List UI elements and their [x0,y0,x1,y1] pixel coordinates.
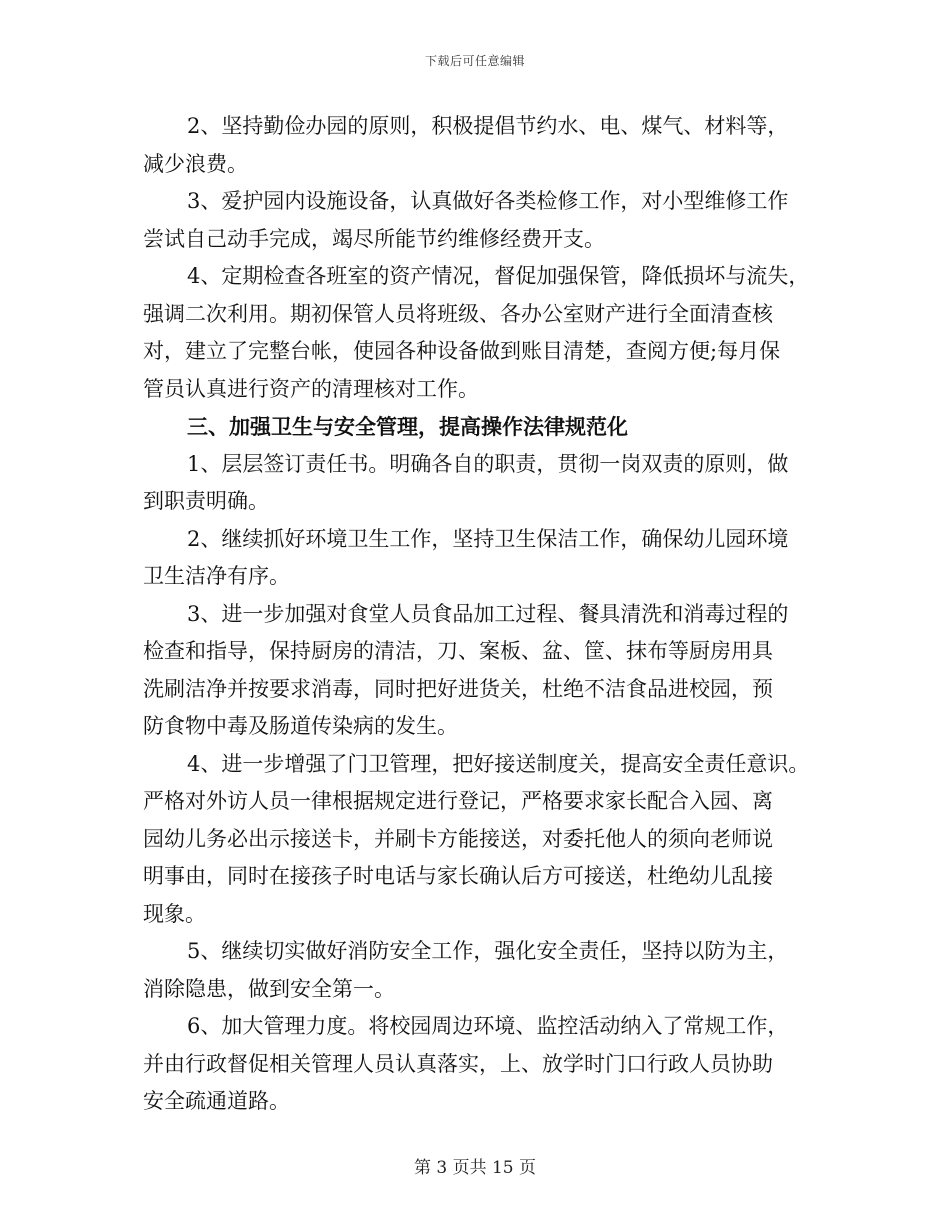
paragraph-line: 检查和指导，保持厨房的清洁，刀、案板、盆、筐、抹布等厨房用具 [143,639,773,663]
paragraph-line: 明事由，同时在接孩子时电话与家长确认后方可接送，杜绝幼儿乱接 [143,864,773,888]
paragraph-line: 1、层层签订责任书。明确各自的职责，贯彻一岗双责的原则，做 [187,451,789,476]
paragraph-line: 消除隐患，做到安全第一。 [143,976,395,1001]
paragraph-line: 2、继续抓好环境卫生工作，坚持卫生保洁工作，确保幼儿园环境 [187,526,789,551]
paragraph-line: 3、爱护园内设施设备，认真做好各类检修工作，对小型维修工作 [187,189,789,213]
paragraph-3-canteen [143,596,833,746]
paragraph-line: 6、加大管理力度。将校园周边环境、监控活动纳入了常规工作， [187,1014,789,1038]
paragraph-line: 减少浪费。 [143,151,248,176]
paragraph-line: 强调二次利用。期初保管人员将班级、各办公室财产进行全面清查核 [143,301,773,326]
paragraph-4-gate-security [143,746,833,934]
section-heading-text: 三、加强卫生与安全管理，提高操作法律规范化 [187,414,628,439]
paragraph-line: 到职责明确。 [143,489,269,513]
paragraph-2-hygiene [143,521,833,596]
paragraph-6-management [143,1008,833,1121]
paragraph-3-maintenance [143,183,833,258]
header-note: 下载后可任意编辑 [424,54,525,68]
paragraph-line: 严格对外访人员一律根据规定进行登记，严格要求家长配合入园、离 [143,789,773,813]
document-body [143,108,833,1121]
paragraph-line: 并由行政督促相关管理人员认真落实，上、放学时门口行政人员协助 [143,1051,773,1076]
paragraph-line: 卫生洁净有序。 [143,564,290,588]
paragraph-line: 管员认真进行资产的清理核对工作。 [143,376,479,401]
paragraph-line: 尝试自己动手完成，竭尽所能节约维修经费开支。 [143,226,605,251]
paragraph-line: 安全疏通道路。 [143,1089,290,1113]
paragraph-line: 3、进一步加强对食堂人员食品加工过程、餐具清洗和消毒过程的 [187,601,789,626]
paragraph-line: 4、定期检查各班室的资产情况，督促加强保管，降低损坏与流失， [187,264,810,288]
page-number-footer: 第 3 页共 15 页 [413,1158,537,1178]
paragraph-5-fire-safety [143,933,833,1008]
paragraph-line: 洗刷洁净并按要求消毒，同时把好进货关，杜绝不洁食品进校园，预 [143,676,773,701]
paragraph-line: 4、进一步增强了门卫管理，把好接送制度关，提高安全责任意识。 [187,751,810,776]
paragraph-line: 园幼儿务必出示接送卡，并刷卡方能接送，对委托他人的须向老师说 [143,826,773,851]
paragraph-2-frugal [143,108,833,183]
paragraph-line: 现象。 [143,901,206,926]
section-heading [143,408,833,446]
paragraph-1-responsibility [143,446,833,521]
paragraph-4-assets [143,258,833,408]
paragraph-line: 2、坚持勤俭办园的原则，积极提倡节约水、电、煤气、材料等， [187,114,789,138]
paragraph-line: 对，建立了完整台帐，使园各种设备做到账目清楚，查阅方便;每月保 [143,339,781,363]
paragraph-line: 5、继续切实做好消防安全工作，强化安全责任，坚持以防为主， [187,939,789,963]
paragraph-line: 防食物中毒及肠道传染病的发生。 [143,714,458,738]
